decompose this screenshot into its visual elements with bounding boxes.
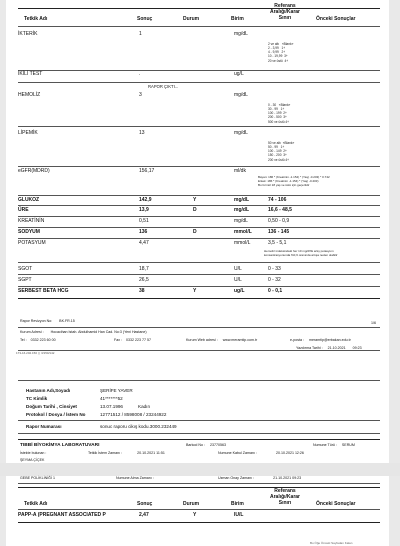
test-name: SGPT <box>18 277 32 283</box>
test-reference: 0 - 0,1 <box>268 288 283 294</box>
email-label: e-posta : <box>290 338 304 342</box>
col-test-name: Tetkik Adı <box>24 501 48 507</box>
test-reference: 74 - 106 <box>268 197 287 203</box>
row-divider <box>18 227 380 228</box>
report-number-label: Rapor Numarası <box>26 424 62 429</box>
approve-time-line <box>218 476 301 480</box>
test-value: 136 <box>139 229 148 235</box>
tc-value: 41*******52 <box>100 396 123 401</box>
accept-time-line <box>218 451 304 455</box>
test-value: 142,9 <box>139 197 152 203</box>
row-divider <box>18 126 380 127</box>
row-divider <box>18 205 380 206</box>
web-link[interactable]: www.meramtip.com.tr <box>222 338 258 342</box>
test-reference: 16,6 - 48,5 <box>268 207 292 213</box>
row-divider <box>18 274 380 275</box>
row-divider <box>18 262 380 263</box>
barcode-label: Barkod No : <box>186 443 205 447</box>
protocol-value: 12771512 / 8598008 / 23244922 <box>100 412 167 417</box>
barcode-line <box>186 443 226 447</box>
request-time-label: Tetkik İstem Zamanı : <box>88 451 123 455</box>
approve-time-label: Uzman Onay Zamanı : <box>218 476 255 480</box>
email-link[interactable]: meramtip@erbakan.edu.tr <box>308 338 351 342</box>
test-value: 156,17 <box>139 168 155 174</box>
table2-top-line <box>18 487 380 488</box>
request-time-value: 20.10.2021 11:51 <box>137 451 165 455</box>
dob-value: 13.07.1996 <box>100 404 123 409</box>
col-unit: Birim <box>231 16 244 22</box>
sample-type-line <box>313 443 355 447</box>
potasyum-note: Hemoliz indeksindeki her 10 mg/dl'lik artış potasyum konsantrasyonunda %0,6 oranında artışa neden olabilir <box>264 249 338 257</box>
col-previous: Önceki Sonuçlar <box>316 16 356 22</box>
result-row-hemoliz <box>18 92 380 100</box>
report-revision <box>20 319 75 323</box>
sample-type-label: Numune Türü : <box>313 443 337 447</box>
test-unit: mmol/L <box>234 229 252 235</box>
test-unit: mmol/L <box>234 240 251 246</box>
test-value: . <box>139 71 141 77</box>
test-value: 0,51 <box>139 218 149 224</box>
request-time-line <box>88 451 165 455</box>
result-row-sgot <box>18 266 380 274</box>
test-unit: mg/dL <box>234 130 248 136</box>
test-value: 38 <box>139 288 145 294</box>
page-number: 1/6 <box>371 321 376 325</box>
report-page-2 <box>6 476 389 546</box>
test-unit: U/L <box>234 277 242 283</box>
footer-bottom-line <box>18 350 380 351</box>
dob-label: Doğum Tarihi , Cinsiyet <box>26 404 77 409</box>
test-value: 13,9 <box>139 207 149 213</box>
sample-time-label: Numune Alma Zamanı : <box>116 476 154 480</box>
tel-value: 0332 223 60 00 <box>30 338 56 342</box>
test-name: KREATİNİN <box>18 218 45 224</box>
row-divider <box>18 286 380 287</box>
print-time-value: 09:23 <box>352 346 362 350</box>
col-status: Durum <box>183 16 200 22</box>
lab-bottom-line <box>18 483 380 484</box>
test-unit: mg/dL <box>234 197 249 203</box>
protocol-label: Protokol / Dosya / İstem No <box>26 412 86 417</box>
table-bottom-line <box>18 298 380 299</box>
col-previous: Önceki Sonuçlar <box>316 501 356 507</box>
footer-line <box>18 327 380 328</box>
email-line <box>290 338 351 342</box>
test-value: 26,5 <box>139 277 149 283</box>
result-row-ure <box>18 207 380 215</box>
row-divider <box>18 216 380 217</box>
row-divider <box>18 166 380 167</box>
web-label: Kurum Web adresi : <box>186 338 218 342</box>
test-unit: IU/L <box>234 512 244 518</box>
clinic-name: GEBE POLİKLİNİĞİ 1 <box>20 476 55 480</box>
result-row-serbest-beta-hcg <box>18 288 380 296</box>
header-bottom-line <box>18 26 380 27</box>
test-name: İKTERİK <box>18 31 38 37</box>
accept-time-value: 20.10.2021 12:26 <box>275 451 304 455</box>
ikterik-reference: 2 ve altı «Blank» 2 - 3,99 1+ 4 - 9,99 2+ 10 - 19,99 3+ 20 ve üstü 4+ <box>268 42 294 63</box>
print-date-label: Yazdırma Tarihi : <box>296 346 323 350</box>
hemoliz-note: RAPOR ÇIKTI... <box>148 84 179 89</box>
test-status: Y <box>193 512 197 518</box>
test-unit: mg/dL <box>234 218 248 224</box>
report-revision-value: BK.FR.15 <box>59 319 75 323</box>
patient-name-label: Hastanın Adı,Soyadı <box>26 388 71 393</box>
test-value: 4,47 <box>139 240 149 246</box>
test-value: 2,47 <box>139 512 149 518</box>
test-name: ÜRE <box>18 207 29 213</box>
test-name: SERBEST BETA HCG <box>18 288 69 294</box>
table2-header-line <box>18 509 380 510</box>
address-label: Kurum Adresi : <box>20 330 44 334</box>
hemoliz-reference: 0 - 30 «Blank» 30 - 99 1+ 100 - 199 2+ 200 - 500 3+ 500 ve üstü 4+ <box>268 103 291 124</box>
result-row-lipemik <box>18 130 380 138</box>
test-unit: ug/L <box>234 288 245 294</box>
test-value: 3 <box>139 92 142 98</box>
gender-value: Kadın <box>138 404 151 409</box>
sample-type-value: SERUM <box>341 443 355 447</box>
col-test-name: Tetkik Adı <box>24 16 48 22</box>
test-unit: ug/L <box>234 71 244 77</box>
lipemik-reference: 50 ve altı «Blank» 50 - 99 1+ 100 - 149 2+ 150 - 200 3+ 200 ve üstü 4+ <box>268 141 295 162</box>
doctor-name: ŞEYMA ÇİÇEK <box>20 458 45 462</box>
result-row-glukoz <box>18 197 380 205</box>
result-row-papp-a <box>18 512 380 520</box>
web-line <box>186 338 257 342</box>
egfr-reference: Bayan: 186 * (Kreatinin -1.154) * (Yaş) -0.203) * 0.742 Erkek: 186 * (Kreatinin -1.154) * (Yaş) -0.203) Bu formül 18 yaş ve üstü için geçerlidir <box>258 175 330 187</box>
test-name: İKİLİ TEST <box>18 71 43 77</box>
tel-label: Tel : <box>20 338 27 342</box>
test-unit: mg/dL <box>234 92 248 98</box>
patient-name-value: ŞERİFE YAVER <box>100 388 133 393</box>
result-row-ikili-test <box>18 71 380 79</box>
result-row-sodyum <box>18 229 380 237</box>
report-page-1 <box>6 0 389 463</box>
table2-bottom-line <box>18 522 380 523</box>
report-revision-label: Rapor Revizyon No: <box>20 319 53 323</box>
tc-label: TC Kimlik <box>26 396 48 401</box>
test-name: HEMOLİZ <box>18 92 41 98</box>
test-status: D <box>193 207 197 213</box>
tel-line <box>20 338 56 342</box>
test-name: SODYUM <box>18 229 40 235</box>
test-value: 13 <box>139 130 145 136</box>
col-result: Sonuç <box>137 16 153 22</box>
test-reference: 0 - 33 <box>268 266 281 272</box>
barcode-value: 23770563 <box>209 443 226 447</box>
patient-divider <box>18 420 380 421</box>
col-reference: Referans Aralığı/Karar Sınırı <box>269 3 300 21</box>
test-reference: 0 - 32 <box>268 277 281 283</box>
test-status: Y <box>193 288 197 294</box>
col-status: Durum <box>183 501 200 507</box>
test-status: D <box>193 229 197 235</box>
fax-label: Fax : <box>114 338 122 342</box>
print-code: 173-16.202.150 | | 3/150/142 <box>16 351 55 355</box>
col-unit: Birim <box>231 501 244 507</box>
institution-address <box>20 330 147 334</box>
test-name: SGOT <box>18 266 33 272</box>
test-status: Y <box>193 197 197 203</box>
fax-value: 0332 223 77 57 <box>126 338 151 342</box>
test-unit: U/L <box>234 266 242 272</box>
address-value: Hocacihan Istah. Abdulhamid Han Cad. No:3 (Yeni Hastane) <box>50 330 147 334</box>
col-reference: Referans Aralığı/Karar Sınırı <box>269 488 300 506</box>
header-top-line <box>18 8 380 9</box>
report-number-value: sonuc raporu cikış kodu.3000.232449 <box>100 424 177 429</box>
continuation-note: Bu Öğe Önceki Sayfadan Kalan <box>310 541 353 545</box>
patient-top-line <box>18 380 380 381</box>
lab-top-line <box>18 439 380 440</box>
row-divider <box>18 195 380 196</box>
test-unit: ml/dk <box>234 168 246 174</box>
test-name: LİPEMİK <box>18 130 38 136</box>
test-unit: mg/dL <box>234 31 248 37</box>
result-row-kreatinin <box>18 218 380 226</box>
row-divider <box>18 82 380 83</box>
lab-title: TIBBİ BİYOKİMYA LABORATUVARI <box>20 443 100 448</box>
test-unit: mg/dL <box>234 207 249 213</box>
test-value: 18,7 <box>139 266 149 272</box>
col-result: Sonuç <box>137 501 153 507</box>
accept-time-label: Numune Kabul Zamanı : <box>218 451 257 455</box>
print-date-value: 21.10.2021 <box>327 346 346 350</box>
result-row-ikterik <box>18 31 380 39</box>
result-row-sgpt <box>18 277 380 285</box>
test-reference: 3,5 - 5,1 <box>268 240 287 246</box>
test-name: POTASYUM <box>18 240 46 246</box>
fax-line <box>114 338 151 342</box>
approve-time-value: 21.10.2021 09:23 <box>273 476 302 480</box>
page-gap <box>0 463 400 476</box>
patient-bottom-line <box>18 433 380 434</box>
test-name: PAPP-A (PREGNANT ASSOCIATED P <box>18 512 106 518</box>
test-reference: 0,50 - 0,9 <box>268 218 290 224</box>
result-row-potasyum <box>18 240 380 248</box>
requester-label: İstekte bulunan : <box>20 451 47 455</box>
test-name: eGFR(MDRD) <box>18 168 50 174</box>
test-value: 1 <box>139 31 142 37</box>
row-divider <box>18 238 380 239</box>
test-reference: 136 - 145 <box>268 229 290 235</box>
test-name: GLUKOZ <box>18 197 40 203</box>
